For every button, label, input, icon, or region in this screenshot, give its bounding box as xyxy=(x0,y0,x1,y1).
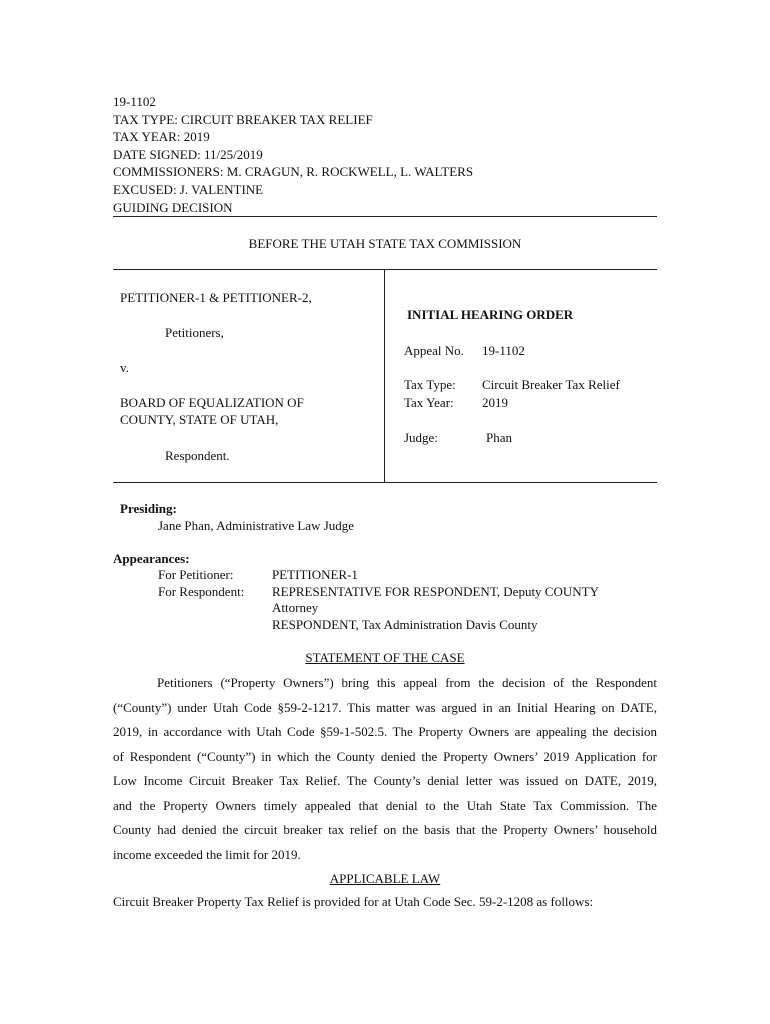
commissioners-line: COMMISSIONERS: M. CRAGUN, R. ROCKWELL, L. WALTERS xyxy=(113,164,474,179)
applicable-law-heading: APPLICABLE LAW xyxy=(329,871,441,886)
for-respondent-label: For Respondent: xyxy=(158,584,245,599)
statement-line: County had denied the circuit breaker tax relief on the basis that the Property Owners’ household xyxy=(113,822,657,837)
tax-type-line: TAX TYPE: CIRCUIT BREAKER TAX RELIEF xyxy=(113,112,373,127)
respondent-name-line1: BOARD OF EQUALIZATION OF xyxy=(120,395,304,410)
respondent-name-line2: COUNTY, STATE OF UTAH, xyxy=(120,412,279,427)
petitioners-label: Petitioners, xyxy=(165,325,224,340)
judge-value: Phan xyxy=(486,430,512,445)
statement-line: income exceeded the limit for 2019. xyxy=(113,846,301,862)
appearances-heading: Appearances: xyxy=(113,551,190,566)
appeal-no-label: Appeal No. xyxy=(404,343,464,358)
caption-bottom-rule-left xyxy=(113,482,385,483)
tax-year-label: Tax Year: xyxy=(404,395,454,410)
judge-label: Judge: xyxy=(404,430,438,445)
applicable-law-intro: Circuit Breaker Property Tax Relief is provided for at Utah Code Sec. 59-2-1208 as follows: xyxy=(113,894,594,909)
respondent-label: Respondent. xyxy=(165,448,230,463)
for-petitioner-value: PETITIONER-1 xyxy=(272,567,358,582)
presiding-heading: Presiding: xyxy=(120,501,177,516)
tax-type-value: Circuit Breaker Tax Relief xyxy=(482,377,620,392)
caption-vertical-divider xyxy=(384,269,385,483)
statement-line: and the Property Owners timely appealed that denial to the Utah State Tax Commission. The xyxy=(113,797,657,813)
statement-line: of Respondent (“County”) in which the County denied the Property Owners’ 2019 Application for xyxy=(113,748,657,764)
for-respondent-value-2: Attorney xyxy=(272,600,319,615)
for-petitioner-label: For Petitioner: xyxy=(158,567,234,582)
for-respondent-value-3: RESPONDENT, Tax Administration Davis County xyxy=(272,617,538,632)
case-number: 19-1102 xyxy=(113,94,156,109)
statement-line: Low Income Circuit Breaker Tax Relief. The County’s denial letter was issued on DATE, 2019, xyxy=(113,773,657,788)
tax-type-label: Tax Type: xyxy=(404,377,456,392)
statement-paragraph xyxy=(113,671,657,867)
statement-line: (“County”) under Utah Code §59-2-1217. This matter was argued in an Initial Hearing on DATE, xyxy=(113,699,657,715)
caption-bottom-rule-right xyxy=(384,482,657,483)
date-signed-line: DATE SIGNED: 11/25/2019 xyxy=(113,147,263,162)
caption-top-rule xyxy=(113,269,657,270)
tax-year-line: TAX YEAR: 2019 xyxy=(113,129,210,144)
for-respondent-value-1: REPRESENTATIVE FOR RESPONDENT, Deputy COUNTY xyxy=(272,584,599,599)
header-divider xyxy=(113,216,657,217)
statement-line: 2019, in accordance with Utah Code §59-1-502.5. The Property Owners are appealing the decision xyxy=(113,724,657,739)
versus-label: v. xyxy=(120,360,129,375)
document-title: BEFORE THE UTAH STATE TAX COMMISSION xyxy=(248,236,522,251)
excused-line: EXCUSED: J. VALENTINE xyxy=(113,182,264,197)
guiding-decision-line: GUIDING DECISION xyxy=(113,200,233,215)
appeal-no-value: 19-1102 xyxy=(482,343,525,358)
presiding-judge: Jane Phan, Administrative Law Judge xyxy=(158,518,355,533)
tax-year-value: 2019 xyxy=(482,395,508,410)
petitioners-names: PETITIONER-1 & PETITIONER-2, xyxy=(120,290,312,305)
order-title: INITIAL HEARING ORDER xyxy=(407,307,574,322)
statement-line: Petitioners (“Property Owners”) bring this appeal from the decision of the Respondent xyxy=(157,675,657,690)
statement-heading: STATEMENT OF THE CASE xyxy=(305,650,465,665)
